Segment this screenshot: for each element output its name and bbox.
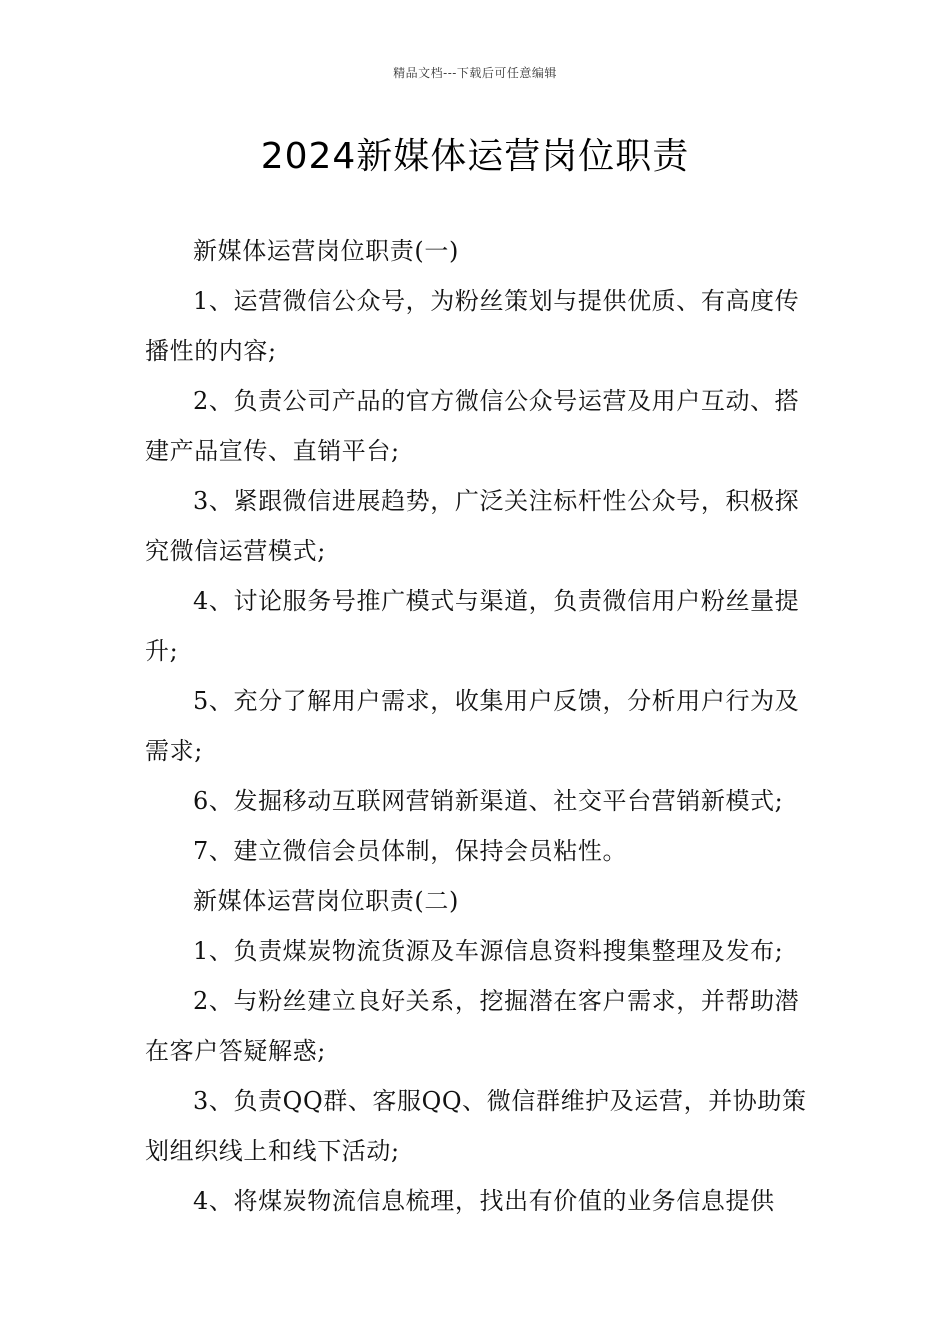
paragraph: 3、紧跟微信进展趋势，广泛关注标杆性公众号，积极探究微信运营模式;: [145, 487, 800, 565]
paragraph: 4、将煤炭物流信息梳理，找出有价值的业务信息提供: [193, 1187, 775, 1215]
document-body: [145, 226, 810, 1226]
paragraph: 1、运营微信公众号，为粉丝策划与提供优质、有高度传播性的内容;: [145, 287, 800, 365]
paragraph: 4、讨论服务号推广模式与渠道，负责微信用户粉丝量提升;: [145, 587, 800, 665]
paragraph: 1、负责煤炭物流货源及车源信息资料搜集整理及发布;: [193, 937, 784, 965]
paragraph: 7、建立微信会员体制，保持会员粘性。: [193, 837, 628, 865]
document-title: 2024新媒体运营岗位职责: [260, 136, 690, 177]
section-heading-2: 新媒体运营岗位职责(二): [193, 887, 459, 915]
paragraph: 6、发掘移动互联网营销新渠道、社交平台营销新模式;: [193, 787, 784, 815]
paragraph: 3、负责QQ群、客服QQ、微信群维护及运营，并协助策划组织线上和线下活动;: [145, 1087, 807, 1165]
paragraph: 2、负责公司产品的官方微信公众号运营及用户互动、搭建产品宣传、直销平台;: [145, 387, 800, 465]
header-note: 精品文档---下载后可任意编辑: [393, 66, 557, 80]
paragraph: 2、与粉丝建立良好关系，挖掘潜在客户需求，并帮助潜在客户答疑解惑;: [145, 987, 800, 1065]
section-heading-1: 新媒体运营岗位职责(一): [193, 237, 459, 265]
paragraph: 5、充分了解用户需求，收集用户反馈，分析用户行为及需求;: [145, 687, 800, 765]
